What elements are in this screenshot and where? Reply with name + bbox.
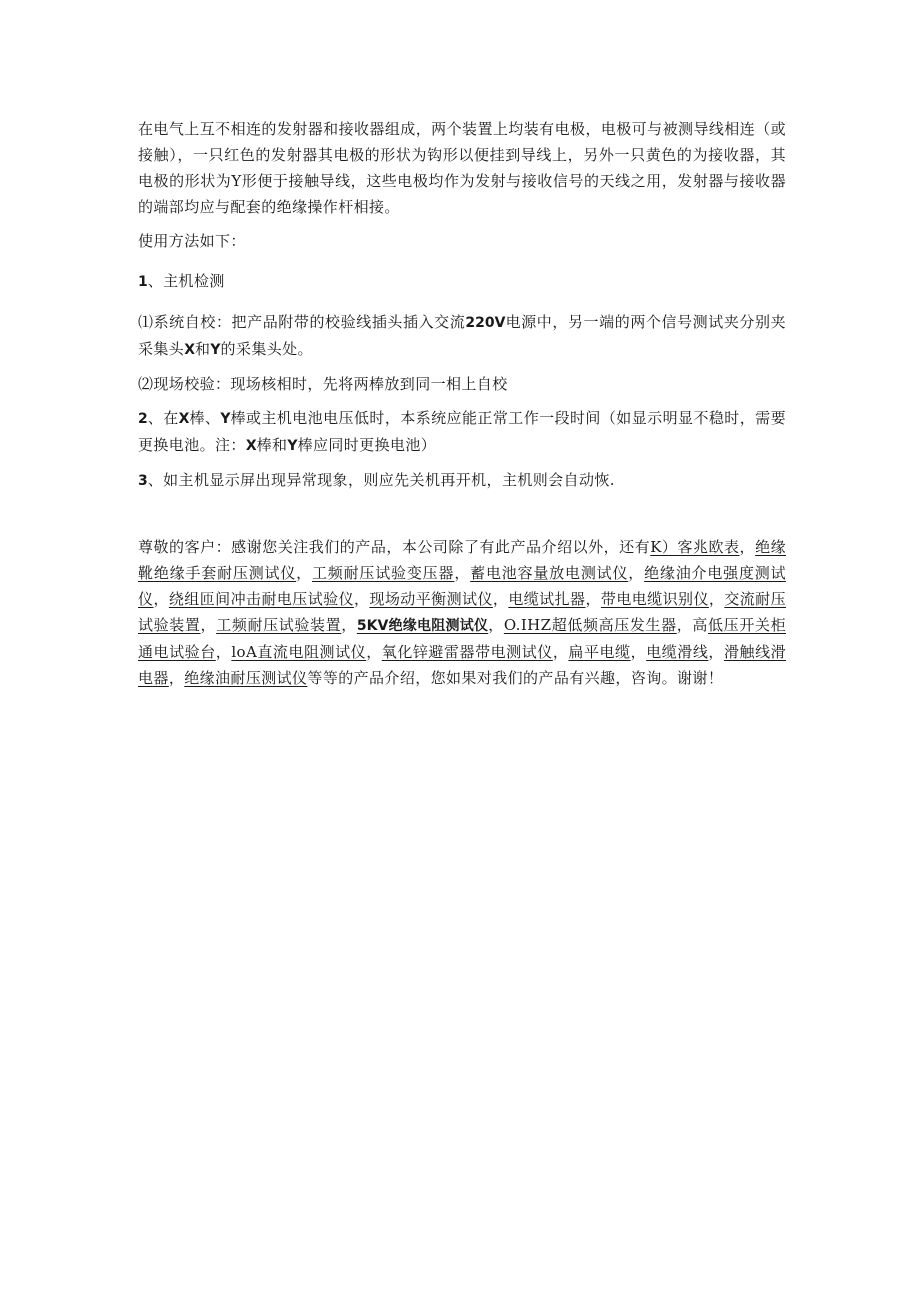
sep: ， bbox=[628, 564, 645, 582]
product-link[interactable]: 绝缘靴 bbox=[138, 538, 786, 582]
product-link[interactable]: 工频耐压试验变压器 bbox=[311, 564, 455, 582]
sep: ， bbox=[552, 643, 569, 661]
step-1-sub-1 bbox=[138, 309, 786, 363]
text: 的采集头处。 bbox=[220, 340, 313, 358]
sep: ， bbox=[708, 590, 725, 608]
closing-paragraph bbox=[138, 534, 786, 691]
product-link[interactable]: 氧化锌避雷器带电测试仪 bbox=[381, 643, 553, 661]
document-body bbox=[138, 116, 786, 691]
closing-tail: 等等的产品介绍，您如果对我们的产品有兴趣，咨询。谢谢！ bbox=[307, 669, 724, 687]
product-link[interactable]: 绝缘油耐压测试仪 bbox=[184, 669, 308, 687]
product-link[interactable]: 带电电缆识别仪 bbox=[600, 590, 709, 608]
product-link[interactable]: 滑触线滑电器 bbox=[138, 643, 787, 687]
sep: ， bbox=[630, 643, 647, 661]
x-label: X bbox=[178, 411, 190, 427]
step-2-paragraph bbox=[138, 405, 786, 459]
product-link[interactable]: 绕组匝间冲击耐电压试验仪 bbox=[168, 590, 355, 608]
product-link[interactable]: 电缆试扎器 bbox=[508, 590, 586, 608]
sep: ， bbox=[676, 616, 693, 634]
product-link[interactable]: 交流耐压试验装置 bbox=[138, 590, 787, 634]
product-link[interactable]: 现场动平衡测试仪 bbox=[369, 590, 493, 608]
sep: ， bbox=[341, 616, 357, 634]
sep: ， bbox=[585, 590, 601, 608]
text: ⑴系统自校：把产品附带的校验线插头插入交流 bbox=[138, 313, 466, 331]
product-link[interactable]: 低压开关柜通电试验台 bbox=[138, 616, 786, 661]
sep: ， bbox=[354, 590, 370, 608]
product-link[interactable]: 绝缘油介电强度测试仪 bbox=[138, 564, 787, 608]
step-3-number: 3 bbox=[138, 473, 148, 489]
product-link[interactable]: loA直流电阻测试仪 bbox=[231, 643, 367, 661]
sep: ， bbox=[739, 538, 756, 556]
sep: ， bbox=[366, 643, 382, 661]
step-1-heading bbox=[138, 268, 786, 295]
y-label: Y bbox=[220, 411, 231, 427]
product-link[interactable]: 蓄电池容量放电测试仪 bbox=[470, 564, 629, 582]
product-link[interactable]: 电缆滑线 bbox=[646, 643, 709, 661]
sep: ， bbox=[454, 564, 471, 582]
product-link[interactable]: K）客兆欧表 bbox=[650, 538, 740, 556]
step-2-number: 2 bbox=[138, 411, 148, 427]
sep: ， bbox=[492, 590, 509, 608]
sep: ， bbox=[296, 564, 312, 582]
product-link[interactable]: 工频耐压试验装置 bbox=[216, 616, 342, 634]
step-1-number: 1 bbox=[138, 274, 148, 290]
voltage-value: 220V bbox=[465, 315, 506, 331]
product-link[interactable]: 绝缘手套耐压测试仪 bbox=[153, 564, 297, 582]
sep: ， bbox=[168, 669, 185, 687]
text: 棒、 bbox=[189, 409, 221, 427]
product-link[interactable]: 扁平电缆 bbox=[568, 643, 631, 661]
product-link[interactable]: 5KV绝缘电阻测试仪 bbox=[356, 618, 489, 634]
x-label: X bbox=[184, 342, 195, 358]
sep: ， bbox=[488, 616, 504, 634]
y-label: Y bbox=[210, 342, 221, 358]
step-3-paragraph bbox=[138, 467, 786, 494]
usage-heading: 使用方法如下： bbox=[138, 232, 246, 250]
text: 高 bbox=[692, 616, 709, 634]
sep: ， bbox=[200, 616, 217, 634]
intro-paragraph: 在电气上互不相连的发射器和接收器组成，两个装置上均装有电极，电极可与被测导线相连（或接触），一只红色的发射器其电极的形状为钩形以便挂到导线上，另外一只黄色的为接收器，其电极的形状为Y形便于接触导线，这些电极均作为发射与接收信号的天线之用，发射器与接收器的端部均应与配套的绝缘操作杆相接。 bbox=[138, 120, 786, 216]
step-1-sub-2: ⑵现场校验：现场核相时，先将两棒放到同一相上自校 bbox=[138, 375, 508, 393]
closing-lead: 尊敬的客户：感谢您关注我们的产品，本公司除了有此产品介绍以外，还有 bbox=[138, 538, 651, 556]
text: 电源中，另一端的两个信号测试夹分别夹采集头 bbox=[138, 313, 787, 358]
y-label: Y bbox=[287, 438, 298, 454]
text: 棒应同时更换电池） bbox=[297, 436, 437, 454]
text: 棒或主机电池电压低时，本系统应能正常工作一段时间（如显示明显不稳时，需要更换电池。注： bbox=[138, 409, 787, 454]
text: 、在 bbox=[147, 409, 179, 427]
text: 和 bbox=[195, 340, 211, 358]
sep: ， bbox=[215, 643, 232, 661]
product-link[interactable]: O.IHZ超低频高压发生器 bbox=[503, 616, 677, 634]
x-label: X bbox=[245, 438, 257, 454]
step-1-title: 、主机检测 bbox=[147, 272, 225, 290]
text: 棒和 bbox=[256, 436, 288, 454]
text: 、如主机显示屏出现异常现象，则应先关机再开机，主机则会自动恢. bbox=[147, 471, 615, 489]
sep: ， bbox=[153, 590, 169, 608]
sep: ， bbox=[708, 643, 724, 661]
